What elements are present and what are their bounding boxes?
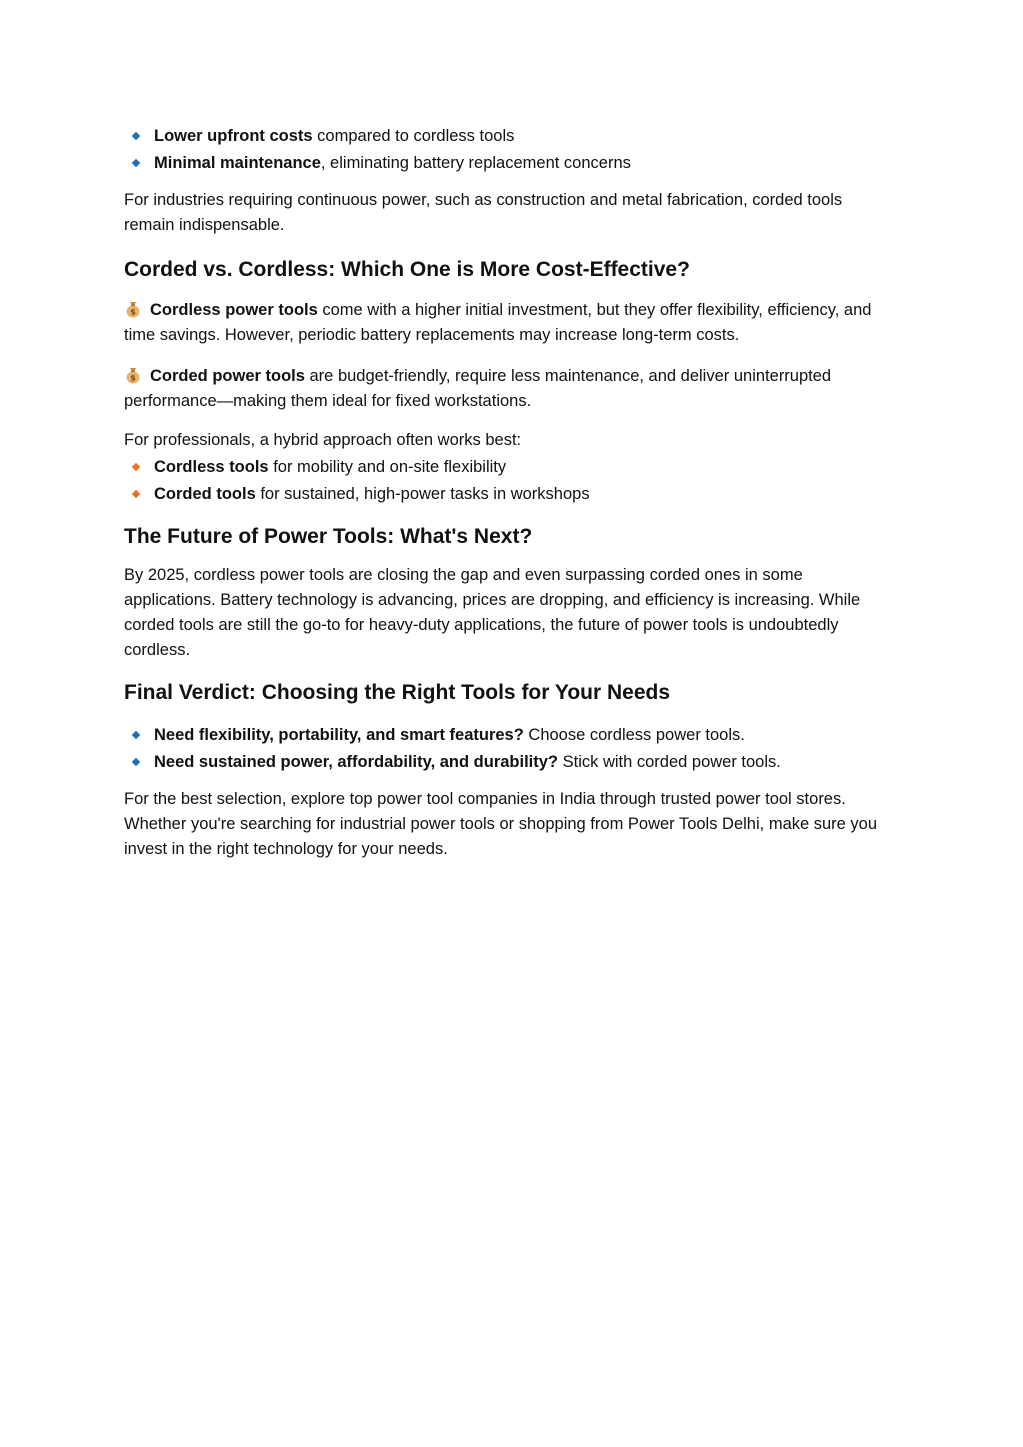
hybrid-intro-paragraph: For professionals, a hybrid approach often works best:	[124, 431, 522, 449]
list-item-text: , eliminating battery replacement concerns	[320, 154, 631, 172]
money-bag-icon	[124, 300, 142, 318]
document-page	[124, 124, 896, 862]
blue-diamond-bullet-icon	[132, 758, 140, 766]
list-item	[124, 723, 896, 748]
future-heading: The Future of Power Tools: What's Next?	[124, 525, 533, 548]
blue-diamond-bullet-icon	[132, 731, 140, 739]
list-item-text: compared to cordless tools	[312, 127, 515, 145]
list-item	[124, 124, 896, 149]
future-paragraph: By 2025, cordless power tools are closing the gap and even surpassing corded ones in some applications. Battery technology is advancing, prices are dropping, and efficiency is increasing. While corded tools are still the go-to for heavy-duty applications, the future of power tools is undoubtedly cordless.	[124, 566, 861, 659]
blue-diamond-bullet-icon	[132, 132, 140, 140]
money-bag-icon	[124, 366, 142, 384]
list-item-text: Choose cordless power tools.	[523, 726, 745, 744]
blue-diamond-bullet-icon	[132, 159, 140, 167]
corded-cost-paragraph	[124, 364, 896, 414]
svg-text:$: $	[130, 373, 136, 383]
list-item-text: for mobility and on-site flexibility	[268, 458, 507, 476]
list-item-bold: Minimal maintenance	[154, 154, 321, 172]
list-item	[124, 455, 896, 480]
industries-paragraph: For industries requiring continuous power, such as construction and metal fabrication, corded tools remain indispensable.	[124, 191, 843, 234]
list-item-bold: Lower upfront costs	[154, 127, 313, 145]
cost-effective-heading: Corded vs. Cordless: Which One is More Cost-Effective?	[124, 258, 690, 281]
orange-diamond-bullet-icon	[132, 463, 140, 471]
list-item-bold: Cordless tools	[154, 458, 269, 476]
cordless-cost-text: come with a higher initial investment, but they offer flexibility, efficiency, and time savings. However, periodic battery replacements may increase long-term costs.	[124, 301, 872, 344]
list-item-bold: Need sustained power, affordability, and durability?	[154, 753, 559, 771]
svg-text:$: $	[130, 307, 136, 317]
list-item-bold: Corded tools	[154, 485, 256, 503]
cordless-cost-paragraph	[124, 298, 896, 348]
cost-advantages-list	[124, 124, 896, 176]
hybrid-approach-list	[124, 455, 896, 507]
list-item-bold: Need flexibility, portability, and smart features?	[154, 726, 524, 744]
orange-diamond-bullet-icon	[132, 490, 140, 498]
list-item	[124, 750, 896, 775]
corded-cost-text: are budget-friendly, require less maintenance, and deliver uninterrupted performance—making them ideal for fixed workstations.	[124, 367, 832, 410]
list-item-text: Stick with corded power tools.	[558, 753, 781, 771]
cordless-cost-bold: Cordless power tools	[150, 301, 318, 319]
corded-cost-bold: Corded power tools	[150, 367, 305, 385]
verdict-list	[124, 723, 896, 775]
list-item	[124, 482, 896, 507]
final-paragraph: For the best selection, explore top power tool companies in India through trusted power tool stores. Whether you're searching for industrial power tools or shopping from Power Tools Delhi, make sure you invest in the right technology for your needs.	[124, 790, 878, 858]
list-item-text: for sustained, high-power tasks in workshops	[255, 485, 590, 503]
final-verdict-heading: Final Verdict: Choosing the Right Tools for Your Needs	[124, 681, 671, 704]
list-item	[124, 151, 896, 176]
